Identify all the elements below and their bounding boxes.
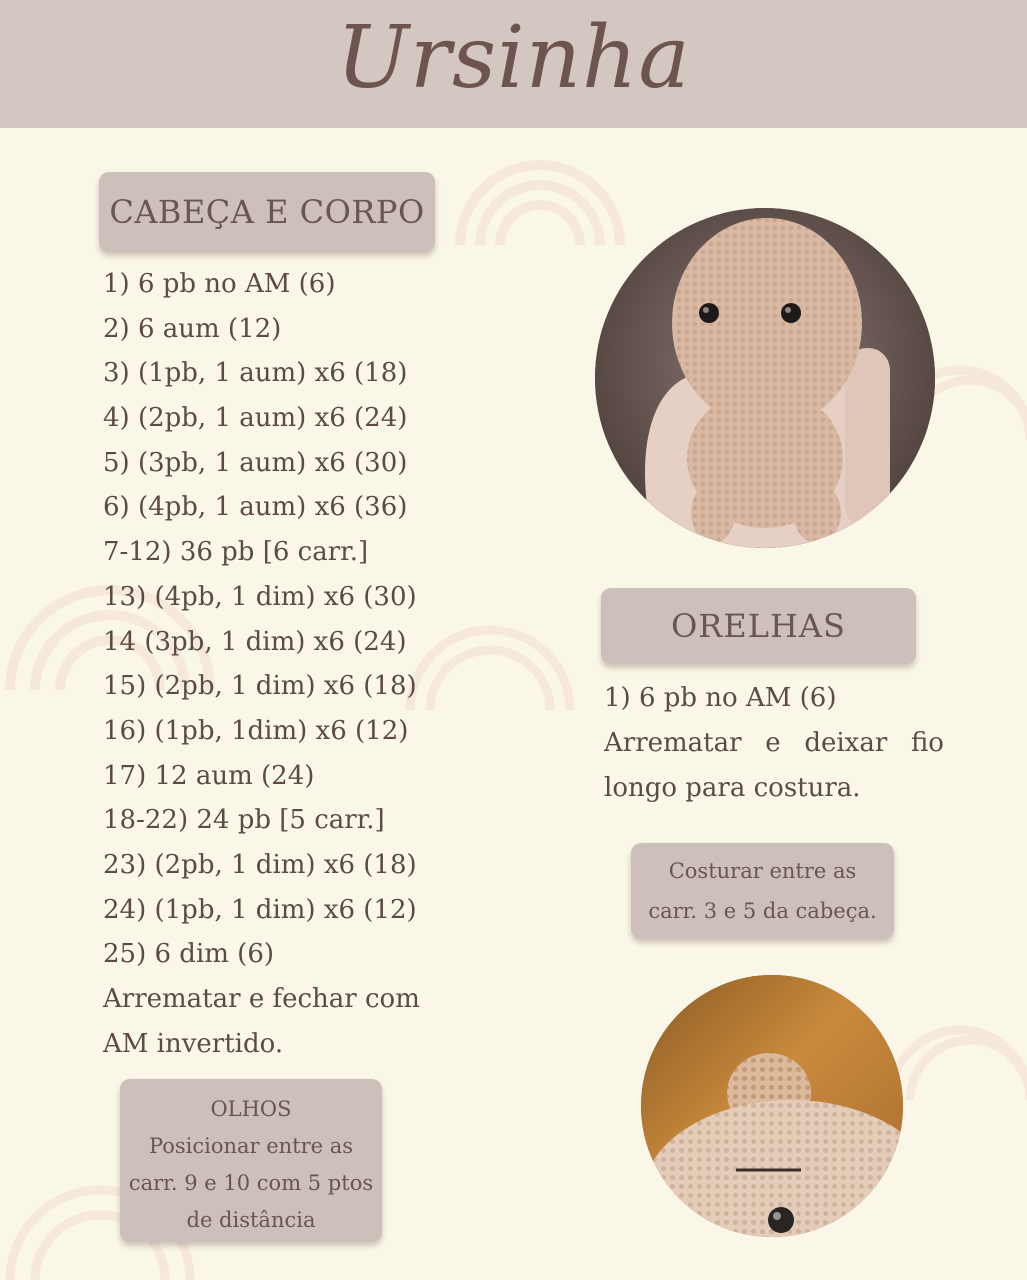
ears-word: Arrematar [604, 728, 742, 758]
amigurumi-ear-illustration [641, 975, 903, 1237]
ears-line: longo para costura. [604, 773, 861, 803]
list-item: 17) 12 aum (24) [103, 760, 315, 791]
list-item: 4) (2pb, 1 aum) x6 (24) [103, 403, 408, 434]
eyes-note-line: carr. 9 e 10 com 5 ptos [128, 1171, 374, 1195]
list-item: 3) (1pb, 1 aum) x6 (18) [103, 358, 408, 389]
list-item: 1) 6 pb no AM (6) [103, 269, 336, 299]
head-body-steps [103, 262, 443, 1066]
list-item: Arrematar e fechar com [103, 984, 420, 1014]
ears-word: e [765, 728, 781, 758]
list-item: 23) (2pb, 1 dim) x6 (18) [103, 849, 417, 880]
eyes-note [120, 1079, 382, 1242]
ears-instructions [604, 676, 944, 811]
section-heading-ears: ORELHAS [601, 588, 916, 664]
list-item: 14 (3pb, 1 dim) x6 (24) [103, 626, 407, 657]
list-item: 24) (1pb, 1 dim) x6 (12) [103, 894, 417, 925]
list-item: 5) (3pb, 1 aum) x6 (30) [103, 447, 408, 478]
amigurumi-body-illustration [595, 208, 935, 548]
list-item: 13) (4pb, 1 dim) x6 (30) [103, 581, 417, 612]
amigurumi-ear-photo [641, 975, 903, 1237]
rainbow-motif-icon [440, 135, 640, 255]
list-item: 15) (2pb, 1 dim) x6 (18) [103, 671, 417, 702]
list-item: 6) (4pb, 1 aum) x6 (36) [103, 492, 408, 523]
eyes-note-line: de distância [186, 1208, 316, 1232]
ears-line [604, 721, 944, 766]
list-item: 16) (1pb, 1dim) x6 (12) [103, 715, 409, 746]
eyes-note-heading: OLHOS [210, 1097, 292, 1121]
list-item: 25) 6 dim (6) [103, 939, 275, 970]
page-title: Ursinha [336, 8, 691, 108]
ears-note [631, 843, 894, 939]
ears-line: 1) 6 pb no AM (6) [604, 683, 837, 713]
ears-note-line: carr. 3 e 5 da cabeça. [648, 899, 877, 923]
ears-note-line: Costurar entre as [668, 859, 857, 883]
list-item: 7-12) 36 pb [6 carr.] [103, 537, 369, 568]
ears-word: fio [910, 728, 944, 758]
section-heading-head-body: CABEÇA E CORPO [99, 172, 435, 252]
eyes-note-line: Posicionar entre as [148, 1134, 354, 1158]
ears-word: deixar [804, 728, 888, 758]
list-item: 2) 6 aum (12) [103, 313, 282, 344]
list-item: 18-22) 24 pb [5 carr.] [103, 805, 385, 836]
list-item: AM invertido. [103, 1028, 284, 1059]
amigurumi-body-photo [595, 208, 935, 548]
